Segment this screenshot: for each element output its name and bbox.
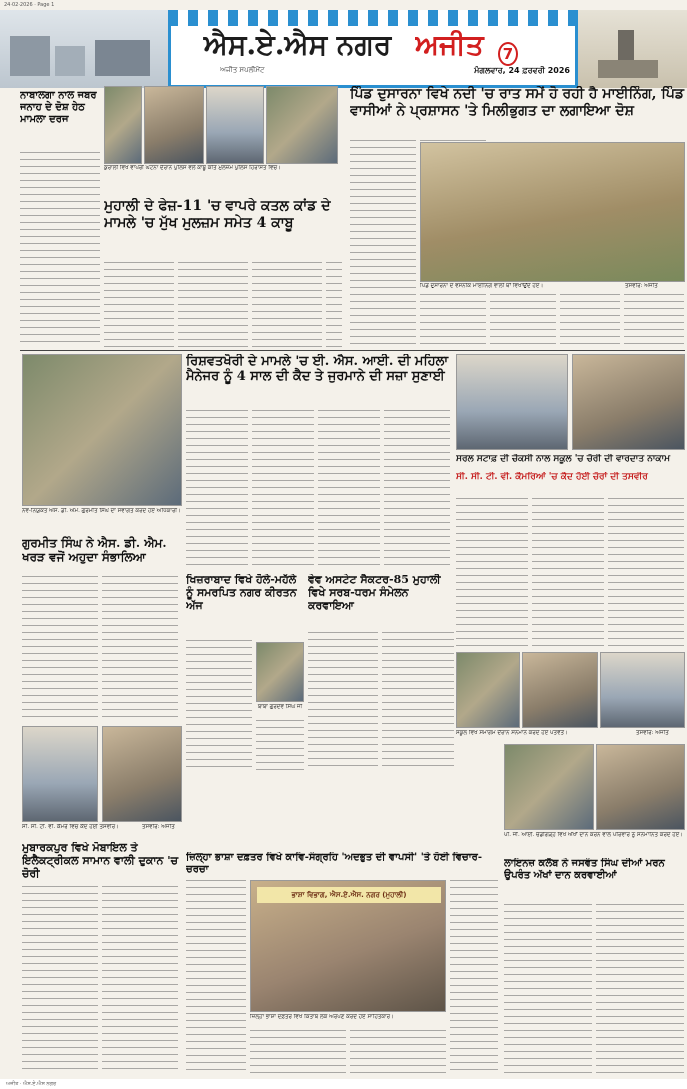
- article-3-photo: [420, 142, 685, 282]
- article-4-body-col3: [318, 410, 380, 566]
- article-13-photo-2: [596, 744, 685, 830]
- article-5-headline: ਗੁਰਮੀਤ ਸਿੰਘ ਨੇ ਐਸ. ਡੀ. ਐਮ. ਖਰੜ ਵਜੋਂ ਅਹੁਦਾ ਸੰਭਾਲਿਆ: [22, 536, 167, 565]
- article-9-photo-2: [102, 726, 182, 822]
- article-2-caption: ਕੁਰਾਲੀ ਵਿਖੇ ਵਾਪਰੀ ਘਟਨਾ ਦੌਰਾਨ ਪੁਲਿਸ ਵਲੋਂ ਕਾਬੂ ਕੀਤੇ ਮੁਲਜ਼ਮ ਪੁਲਿਸ ਹਿਰਾਸਤ ਵਿਚ।: [104, 165, 281, 171]
- article-3-body-col4: [490, 294, 556, 348]
- article-2-headline: ਮੁਹਾਲੀ ਦੇ ਫੇਜ਼-11 'ਚ ਵਾਪਰੇ ਕਤਲ ਕਾਂਡ ਦੇ ਮਾਮਲੇ 'ਚ ਮੁੱਖ ਮੁਲਜ਼ਮ ਸਮੇਤ 4 ਕਾਬੂ: [104, 198, 331, 231]
- article-3-body-col6: [624, 294, 684, 348]
- article-2-photo-2: [144, 86, 204, 164]
- article-3-credit: ਤਸਵੀਰ: ਅਜੀਤ: [625, 283, 658, 289]
- article-7-body: [186, 640, 252, 772]
- divider: [20, 350, 685, 351]
- article-6-body-col2: [532, 498, 604, 648]
- article-3-body-col5: [560, 294, 620, 348]
- article-8-body-col1: [308, 632, 378, 772]
- article-13-body-col1: [504, 904, 592, 1074]
- top-strip: 24·02·2026 · Page 1: [4, 2, 55, 8]
- article-3-body-col1: [350, 140, 416, 345]
- article-1-headline: ਨਾਬਾਲਗਾ ਨਾਲ ਜਬਰ ਜਨਾਹ ਦੇ ਦੋਸ਼ ਹੇਠ ਮਾਮਲਾ ਦਰਜ: [20, 90, 97, 125]
- article-12-credit: ਤਸਵੀਰ: ਅਜੀਤ: [636, 730, 669, 736]
- article-7-photo-caption: ਬਾਬਾ ਗੁਰਦੇਵ ਸਿੰਘ ਜੀ: [257, 704, 303, 710]
- article-5-body-col1: [22, 576, 98, 722]
- article-11-body-col3: [350, 1030, 446, 1074]
- article-4-headline: ਰਿਸ਼ਵਤਖੋਰੀ ਦੇ ਮਾਮਲੇ 'ਚ ਈ. ਐਸ. ਆਈ. ਦੀ ਮਹਿਲਾ ਮੈਨੇਜਰ ਨੂੰ 4 ਸਾਲ ਦੀ ਕੈਦ ਤੇ ਜੁਰਮਾਨੇ ਦੀ ਸਜ਼ਾ ਸੁਣਾਈ: [186, 354, 449, 385]
- article-6-headline: ਸਰਲ ਸਟਾਫ਼ ਦੀ ਚੌਕਸੀ ਨਾਲ ਸਕੂਲ 'ਚ ਚੋਰੀ ਦੀ ਵਾਰਦਾਤ ਨਾਕਾਮ: [456, 454, 671, 464]
- article-11-body-col4: [450, 880, 498, 1074]
- article-13-caption: ਪੀ. ਜੀ. ਆਈ. ਚੰਡੀਗੜ੍ਹ ਵਿਖੇ ਅੱਖਾਂ ਦਾਨ ਕਰਨ ਵਾਲੇ ਪਰਿਵਾਰ ਨੂੰ ਸਨਮਾਨਿਤ ਕਰਦੇ ਹੋਏ।: [504, 832, 683, 838]
- article-8-headline: ਵੇਵ ਅਸਟੇਟ ਸੈਕਟਰ-85 ਮੁਹਾਲੀ ਵਿਖੇ ਸਰਬ-ਧਰਮ ਸੰਮੇਲਨ ਕਰਵਾਇਆ: [308, 574, 441, 612]
- article-12-photo-2: [522, 652, 598, 728]
- article-5-body-col2: [102, 576, 178, 722]
- article-5-photo: [22, 354, 182, 506]
- article-10-body-col2: [102, 886, 178, 1074]
- article-13-photo-1: [504, 744, 594, 830]
- article-12-caption: ਸਕੂਲ ਵਿਖੇ ਸਮਾਗਮ ਦੌਰਾਨ ਸਨਮਾਨ ਕਰਦੇ ਹੋਏ ਪਤਵੰਤੇ।: [456, 730, 568, 736]
- article-12-photo-3: [600, 652, 685, 728]
- article-2-body-col4: [326, 262, 342, 348]
- article-11-headline: ਜ਼ਿਲ੍ਹਾ ਭਾਸ਼ਾ ਦਫ਼ਤਰ ਵਿਖੇ ਕਾਵਿ-ਸੰਗ੍ਰਹਿ 'ਅਦਭੁਤ ਦੀ ਵਾਪਸੀ' 'ਤੇ ਹੋਈ ਵਿਚਾਰ-ਚਰਚਾ: [186, 852, 482, 875]
- article-7-headline: ਖਿਜ਼ਰਾਬਾਦ ਵਿਖੇ ਹੋਲੇ-ਮਹੱਲੇ ਨੂੰ ਸਮਰਪਿਤ ਨਗਰ ਕੀਰਤਨ ਅੱਜ: [186, 574, 297, 612]
- article-11-banner: ਭਾਸ਼ਾ ਵਿਭਾਗ, ਐਸ.ਏ.ਐਸ. ਨਗਰ (ਮੁਹਾਲੀ): [257, 887, 441, 903]
- masthead-pattern: [168, 10, 578, 26]
- article-11-photo: [250, 880, 446, 1012]
- article-6-photo-2: [572, 354, 685, 450]
- article-9-credit: ਤਸਵੀਰ: ਅਜੀਤ: [142, 824, 175, 830]
- article-8-body-col2: [382, 632, 454, 772]
- article-10-body-col1: [22, 886, 98, 1074]
- article-11-body-col1: [186, 880, 246, 1074]
- bottom-strip: ਅਜੀਤ · ਐਸ.ਏ.ਐਸ ਨਗਰ: [0, 1079, 687, 1089]
- article-12-photo-1: [456, 652, 520, 728]
- masthead-brand: ਅਜੀਤ: [415, 28, 484, 61]
- article-6-red-subhead: ਸੀ. ਸੀ. ਟੀ. ਵੀ. ਕੈਮਰਿਆਂ 'ਚ ਕੈਦ ਹੋਈ ਚੋਰਾਂ ਦੀ ਤਸਵੀਰ: [456, 472, 648, 482]
- article-10-headline: ਮੁਬਾਰਕਪੁਰ ਵਿਖੇ ਮੋਬਾਇਲ ਤੇ ਇਲੈਕਟ੍ਰੀਕਲ ਸਾਮਾਨ ਵਾਲੀ ਦੁਕਾਨ 'ਚ ਚੋਰੀ: [22, 842, 179, 880]
- article-6-photo-1: [456, 354, 568, 450]
- article-7-body-2: [256, 720, 304, 772]
- article-3-body-col3: [420, 294, 486, 348]
- article-9-caption: ਸੀ. ਸੀ. ਟੀ. ਵੀ. ਕੈਮਰੇ ਵਿਚ ਕੈਦ ਹੋਈ ਤਸਵੀਰ।: [22, 824, 119, 830]
- article-13-headline: ਲਾਇਨਜ਼ ਕਲੱਬ ਨੇ ਜਸਵੰਤ ਸਿੰਘ ਦੀਆਂ ਮਰਨ ਉਪਰੰਤ ਅੱਖਾਂ ਦਾਨ ਕਰਵਾਈਆਂ: [504, 858, 665, 881]
- article-5-caption: ਨਵ-ਨਿਯੁਕਤ ਐਸ. ਡੀ. ਐਮ. ਗੁਰਮੀਤ ਸਿੰਘ ਦਾ ਸਵਾਗਤ ਕਰਦੇ ਹੋਏ ਅਧਿਕਾਰੀ।: [22, 508, 181, 514]
- article-4-body-col2: [252, 410, 314, 566]
- article-6-body-col3: [608, 498, 684, 648]
- article-3-headline: ਪਿੰਡ ਦੁਸਾਰਨਾ ਵਿਖੇ ਨਦੀ 'ਚ ਰਾਤ ਸਮੇਂ ਹੋ ਰਹੀ ਹੈ ਮਾਈਨਿੰਗ, ਪਿੰਡ ਵਾਸੀਆਂ ਨੇ ਪ੍ਰਸ਼ਾਸਨ 'ਤੇ ਮਿਲੀਭੁਗਤ ਦਾ ਲਗਾਇਆ ਦੋਸ਼: [350, 86, 684, 119]
- masthead-right-photo: [578, 10, 687, 88]
- article-2-body-col1: [104, 262, 174, 348]
- article-4-body-col1: [186, 410, 248, 566]
- masthead-title: ਐਸ.ਏ.ਐਸ ਨਗਰ: [203, 28, 392, 61]
- masthead-left-photo: [0, 10, 168, 88]
- article-2-photo-4: [266, 86, 338, 164]
- article-1-body: [20, 152, 100, 348]
- article-2-photo-1: [104, 86, 142, 164]
- article-6-body-col1: [456, 498, 528, 648]
- article-4-body-col4: [384, 410, 450, 566]
- masthead-subtitle: ਅਜੀਤ ਸਪਲੀਮੈਂਟ: [220, 66, 265, 74]
- article-7-photo: [256, 642, 304, 702]
- article-2-body-col2: [178, 262, 248, 348]
- article-11-body-col2: [250, 1030, 346, 1074]
- article-9-photo-1: [22, 726, 98, 822]
- article-11-caption: ਜ਼ਿਲ੍ਹਾ ਭਾਸ਼ਾ ਦਫ਼ਤਰ ਵਿਖੇ ਕਿਤਾਬ ਲੋਕ ਅਰਪਣ ਕਰਦੇ ਹੋਏ ਸਾਹਿਤਕਾਰ।: [250, 1014, 394, 1020]
- article-2-body-col3: [252, 262, 322, 348]
- page-number: 7: [498, 42, 518, 66]
- article-3-caption: ਪਿੰਡ ਦੁਸਾਰਨਾ ਦੇ ਵਸਨੀਕ ਮਾਈਨਿੰਗ ਵਾਲੀ ਥਾਂ ਵਿਖਾਉਂਦੇ ਹੋਏ।: [420, 283, 544, 289]
- masthead-date: ਮੰਗਲਵਾਰ, 24 ਫ਼ਰਵਰੀ 2026: [474, 66, 570, 75]
- article-13-body-col2: [596, 904, 684, 1074]
- article-2-photo-3: [206, 86, 264, 164]
